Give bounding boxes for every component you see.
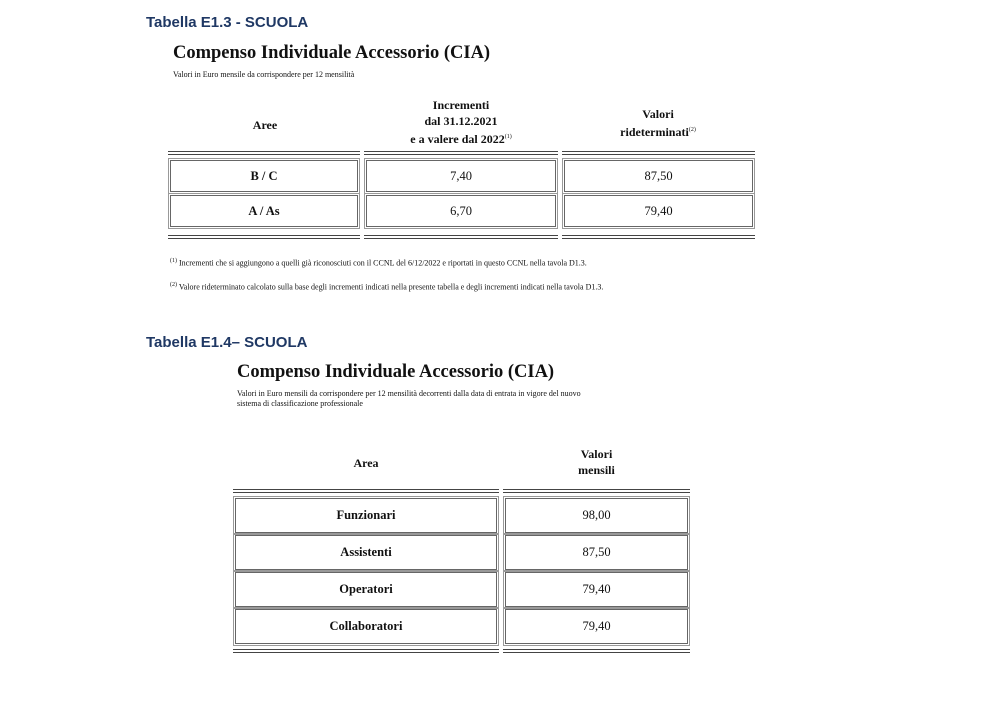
- footnote-2: $^{(2)}$ Valore rideterminato calcolato sulla base degli incrementi indicati nella presente tabella e degli incrementi indicati nella tavola D1.3.: [170, 282, 604, 292]
- table1-row2-area: A / As: [170, 195, 358, 227]
- table1-subtitle: Valori in Euro mensile da corrispondere per 12 mensilità: [173, 70, 355, 79]
- table2-row1-value: 98,00: [505, 498, 688, 533]
- header-valori-mensili: [503, 446, 690, 478]
- header-valori-line2: rideterminati$^{(2)}$: [620, 125, 696, 139]
- table2-title: Compenso Individuale Accessorio (CIA): [237, 362, 555, 382]
- table1-row1-increment: 7,40: [366, 160, 556, 192]
- footnote-ref-2: (2): [688, 127, 696, 133]
- header-incrementi: [364, 97, 558, 147]
- header-valori: [562, 106, 754, 140]
- table2-row3-value: 79,40: [505, 572, 688, 607]
- header-incrementi-line1: Incrementi: [432, 98, 490, 112]
- table1-row1-value: 87,50: [564, 160, 753, 192]
- header-valori-mensili-line1: Valori: [580, 447, 613, 461]
- header-aree: Aree: [252, 118, 278, 132]
- header-area: Area: [353, 456, 379, 470]
- header-incrementi-line3: e a valere dal 2022$^{(1)}$: [410, 132, 512, 146]
- table1-row2-increment: 6,70: [366, 195, 556, 227]
- table2-row4-value: 79,40: [505, 609, 688, 644]
- header-valori-line1: Valori: [642, 107, 674, 121]
- section-title-e14: Tabella E1.4– SCUOLA: [146, 334, 308, 351]
- table2-row3-area: Operatori: [235, 572, 497, 607]
- section-title-e13: Tabella E1.3 - SCUOLA: [146, 14, 309, 31]
- table2-row2-value: 87,50: [505, 535, 688, 570]
- header-valori-mensili-line2: mensili: [578, 463, 615, 477]
- footnote-ref-1: (1): [504, 134, 512, 140]
- table2-row4-area: Collaboratori: [235, 609, 497, 644]
- table2-subtitle: [237, 389, 581, 409]
- header-incrementi-line2: dal 31.12.2021: [424, 114, 498, 128]
- footnote-1: $^{(1)}$ Incrementi che si aggiungono a quelli già riconosciuti con il CCNL del 6/12/2022 e riportati in questo CCNL nella tavola D1.3.: [170, 258, 587, 268]
- table2-row2-area: Assistenti: [235, 535, 497, 570]
- table2-row1-area: Funzionari: [235, 498, 497, 533]
- table1-row2-value: 79,40: [564, 195, 753, 227]
- table1-row1-area: B / C: [170, 160, 358, 192]
- table2-subtitle-line1: Valori in Euro mensili da corrispondere per 12 mensilità decorrenti dalla data di entrata in vigore del nuovo: [237, 389, 581, 398]
- table1-title: Compenso Individuale Accessorio (CIA): [173, 43, 491, 63]
- table2-subtitle-line2: sistema di classificazione professionale: [237, 399, 363, 408]
